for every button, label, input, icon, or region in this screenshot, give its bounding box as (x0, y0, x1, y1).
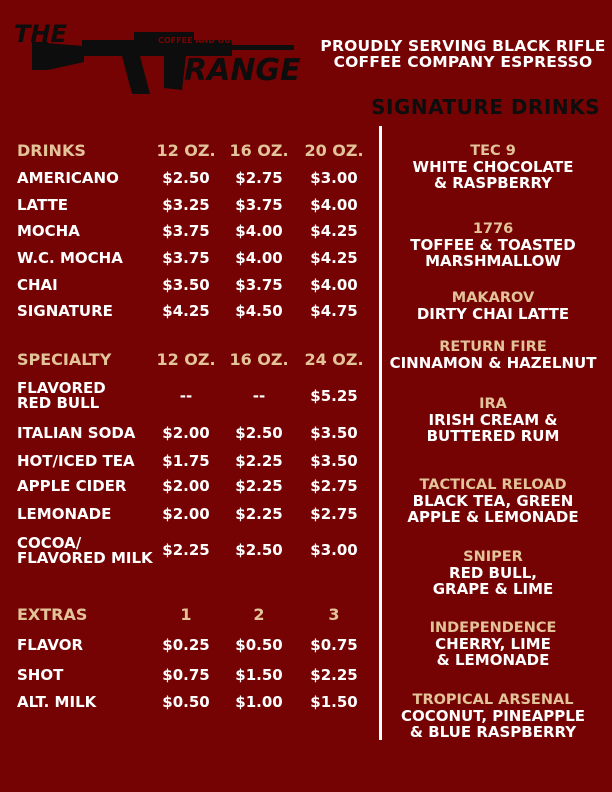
price: $0.50 (162, 693, 210, 711)
signature-drink-desc: APPLE & LEMONADE (407, 508, 579, 526)
price: $4.25 (162, 302, 210, 320)
signature-drink-desc: MARSHMALLOW (425, 252, 561, 270)
signature-drink-desc: CHERRY, LIME (435, 635, 551, 653)
price: $3.00 (310, 169, 358, 187)
item-name-line: COCOA/ (17, 534, 82, 552)
rifle-magazine (164, 56, 186, 90)
price: $0.75 (310, 636, 358, 654)
price: $3.00 (310, 541, 358, 559)
price: $2.75 (235, 169, 283, 187)
signature-drink (384, 396, 602, 444)
signature-drink-desc: CINNAMON & HAZELNUT (389, 354, 597, 372)
item-name: ITALIAN SODA (17, 424, 136, 442)
specialty-header-label: SPECIALTY (17, 350, 112, 369)
signature-drink-name: 1776 (472, 221, 514, 237)
item-name: LEMONADE (17, 505, 112, 523)
price: $1.75 (162, 452, 210, 470)
signature-drink-name: RETURN FIRE (439, 339, 547, 355)
price: $2.25 (235, 452, 283, 470)
price: $4.75 (310, 302, 358, 320)
price: $2.75 (310, 505, 358, 523)
price: $4.00 (310, 196, 358, 214)
price: $3.50 (310, 424, 358, 442)
signature-drink-name: INDEPENDENCE (429, 620, 557, 636)
item-name: W.C. MOCHA (17, 249, 123, 267)
price: $0.25 (162, 636, 210, 654)
menu-row (0, 536, 375, 570)
price: $2.50 (162, 169, 210, 187)
price: $2.50 (235, 424, 283, 442)
price: -- (179, 387, 193, 405)
logo-range-text: RANGE (184, 53, 301, 88)
item-name-line: RED BULL (17, 394, 100, 412)
item-name: FLAVOR (17, 636, 84, 654)
quantity-header: 1 (180, 605, 192, 624)
menu-row (0, 638, 375, 668)
item-name: MOCHA (17, 222, 80, 240)
the-range-logo (14, 12, 314, 98)
item-name (17, 536, 157, 566)
tagline-line-1: PROUDLY SERVING BLACK RIFLE (320, 37, 606, 55)
price: $4.00 (235, 249, 283, 267)
size-header: 16 OZ. (229, 350, 289, 369)
price: $1.00 (235, 693, 283, 711)
size-header: 12 OZ. (156, 141, 216, 160)
menu-row (0, 507, 375, 537)
menu-row (0, 304, 375, 334)
menu-row (0, 381, 375, 415)
price: $3.75 (235, 276, 283, 294)
price: $2.25 (235, 477, 283, 495)
signature-drink (384, 620, 602, 668)
tagline-line-2: COFFEE COMPANY ESPRESSO (333, 53, 593, 71)
signature-drink (384, 290, 602, 322)
rifle-grip (122, 56, 150, 94)
specialty-header-row (0, 352, 375, 382)
signature-drink (384, 143, 602, 191)
extras-header-label: EXTRAS (17, 605, 88, 624)
tagline (318, 38, 608, 70)
price: $0.75 (162, 666, 210, 684)
price: $1.50 (235, 666, 283, 684)
signature-drink-name: TROPICAL ARSENAL (412, 692, 574, 708)
price: $2.00 (162, 424, 210, 442)
price: $4.25 (310, 222, 358, 240)
quantity-header: 3 (328, 605, 340, 624)
item-name: CHAI (17, 276, 58, 294)
extras-header-row (0, 607, 375, 637)
signature-drink-desc: WHITE CHOCOLATE (412, 158, 574, 176)
size-header: 20 OZ. (304, 141, 364, 160)
price: $0.50 (235, 636, 283, 654)
price: $2.50 (235, 541, 283, 559)
signature-drink-name: IRA (479, 396, 507, 412)
price: $1.50 (310, 693, 358, 711)
price: $2.25 (310, 666, 358, 684)
price: $2.75 (310, 477, 358, 495)
item-name: LATTE (17, 196, 69, 214)
signature-drink-desc: & RASPBERRY (433, 174, 553, 192)
quantity-header: 2 (253, 605, 265, 624)
signature-drink-desc: IRISH CREAM & (428, 411, 558, 429)
signature-drink-name: SNIPER (463, 549, 523, 565)
price: $5.25 (310, 387, 358, 405)
signature-drink-name: TEC 9 (470, 143, 516, 159)
signature-drink-name: MAKAROV (451, 290, 535, 306)
price: $3.50 (162, 276, 210, 294)
signature-drink-desc: & LEMONADE (436, 651, 550, 669)
column-divider (379, 126, 382, 740)
item-name: APPLE CIDER (17, 477, 127, 495)
signature-drinks-heading: SIGNATURE DRINKS (371, 95, 600, 119)
signature-drink-desc: & BLUE RASPBERRY (409, 723, 577, 741)
item-name: ALT. MILK (17, 693, 97, 711)
signature-drink-desc: BUTTERED RUM (426, 427, 560, 445)
signature-drink (384, 477, 602, 525)
size-header: 12 OZ. (156, 350, 216, 369)
item-name-line: FLAVORED (17, 379, 106, 397)
price: $3.50 (310, 452, 358, 470)
logo-the-text: THE (14, 20, 67, 48)
item-name: SIGNATURE (17, 302, 113, 320)
signature-drink-desc: GRAPE & LIME (432, 580, 554, 598)
drinks-header-label: DRINKS (17, 141, 86, 160)
signature-drink-desc: TOFFEE & TOASTED (410, 236, 576, 254)
item-name: AMERICANO (17, 169, 119, 187)
price: $2.25 (235, 505, 283, 523)
signature-drink-desc: DIRTY CHAI LATTE (416, 305, 570, 323)
signature-drink-desc: RED BULL, (449, 564, 537, 582)
signature-drink-desc: COCONUT, PINEAPPLE (400, 707, 586, 725)
price: $4.25 (310, 249, 358, 267)
price: $4.00 (310, 276, 358, 294)
signature-drink (384, 221, 602, 269)
logo-small-text: COFFEE AND GUN (158, 36, 238, 45)
price: $3.75 (162, 249, 210, 267)
signature-drink (384, 339, 602, 371)
item-name (17, 381, 157, 411)
price: $4.00 (235, 222, 283, 240)
item-name-line: FLAVORED MILK (17, 549, 153, 567)
price: -- (252, 387, 266, 405)
price: $2.00 (162, 477, 210, 495)
price: $3.25 (162, 196, 210, 214)
item-name: HOT/ICED TEA (17, 452, 135, 470)
price: $2.25 (162, 541, 210, 559)
signature-drink-name: TACTICAL RELOAD (419, 477, 567, 493)
price: $3.75 (162, 222, 210, 240)
signature-drink-desc: BLACK TEA, GREEN (412, 492, 574, 510)
signature-drink (384, 692, 602, 740)
menu-row (0, 695, 375, 725)
item-name: SHOT (17, 666, 64, 684)
price: $3.75 (235, 196, 283, 214)
signature-drink (384, 549, 602, 597)
size-header: 24 OZ. (304, 350, 364, 369)
size-header: 16 OZ. (229, 141, 289, 160)
price: $4.50 (235, 302, 283, 320)
price: $2.00 (162, 505, 210, 523)
